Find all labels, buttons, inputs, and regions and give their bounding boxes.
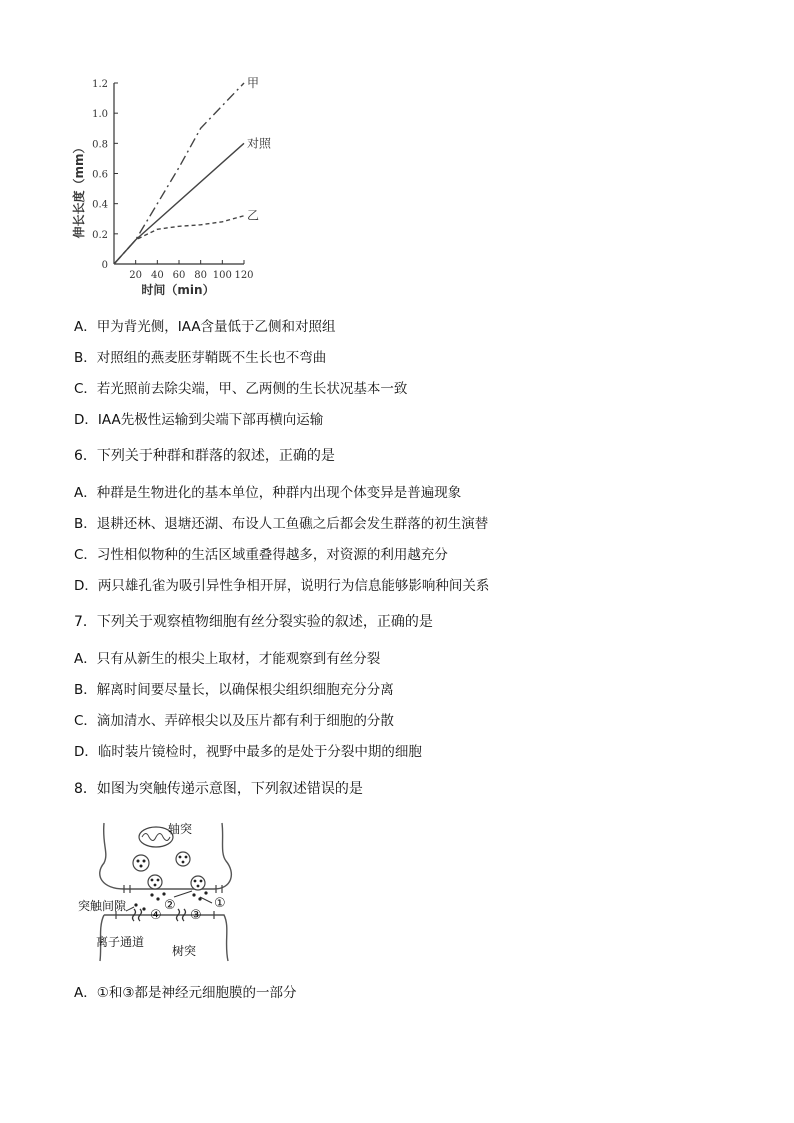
label-ion-channel: 离子通道: [96, 935, 145, 949]
label-3: ③: [190, 908, 202, 923]
x-axis-label: 时间（min）: [141, 283, 215, 297]
series-label-0: 甲: [247, 76, 260, 90]
y-tick-label: 1.0: [92, 109, 108, 121]
y-tick-label: 1.2: [92, 79, 108, 90]
label-synaptic-cleft: 突触间隙: [78, 899, 127, 913]
q5-option-d: D．IAA先极性运输到尖端下部再横向运输: [74, 412, 324, 428]
q8-stem: 8．如图为突触传递示意图，下列叙述错误的是: [74, 781, 363, 797]
y-tick-label: 0.4: [92, 199, 108, 211]
q6-option-d: D．两只雄孔雀为吸引异性争相开屏，说明行为信息能够影响种间关系: [74, 578, 490, 594]
series-line-1: [114, 143, 244, 264]
vesicle: [148, 875, 162, 889]
label-4: ④: [150, 908, 162, 923]
label-2: ②: [164, 898, 176, 913]
elongation-chart: [70, 70, 290, 305]
x-tick-label: 120: [234, 270, 254, 281]
label-1: ①: [214, 896, 226, 911]
y-tick-label: 0: [101, 260, 108, 271]
vesicle: [176, 852, 190, 866]
q8-option-a: A．①和③都是神经元细胞膜的一部分: [74, 985, 297, 1001]
label-dendrite: 树突: [172, 944, 197, 958]
x-tick-label: 20: [129, 270, 143, 281]
q6-stem: 6．下列关于种群和群落的叙述，正确的是: [74, 448, 335, 464]
series-line-0: [114, 83, 244, 264]
series-label-2: 乙: [247, 208, 260, 223]
vesicle: [133, 855, 149, 871]
x-tick-label: 80: [194, 270, 208, 281]
q7-stem: 7．下列关于观察植物细胞有丝分裂实验的叙述，正确的是: [74, 614, 433, 630]
q6-option-a: A．种群是生物进化的基本单位，种群内出现个体变异是普遍现象: [74, 485, 462, 501]
q5-option-b: B．对照组的燕麦胚芽鞘既不生长也不弯曲: [74, 350, 327, 366]
vesicle: [191, 876, 205, 890]
x-tick-label: 40: [150, 270, 164, 281]
series-line-2: [114, 216, 244, 264]
label-axon: 轴突: [168, 822, 193, 836]
x-tick-label: 100: [212, 270, 232, 281]
y-tick-label: 0.8: [92, 139, 108, 151]
q7-option-a: A．只有从新生的根尖上取材，才能观察到有丝分裂: [74, 651, 381, 667]
q5-option-c: C．若光照前去除尖端，甲、乙两侧的生长状况基本一致: [74, 381, 408, 397]
y-axis-label: 伸长长度（mm）: [72, 141, 86, 239]
x-tick-label: 60: [172, 270, 186, 281]
series-label-1: 对照: [247, 136, 272, 151]
y-tick-label: 0.2: [92, 229, 108, 241]
q6-option-c: C．习性相似物种的生活区域重叠得越多，对资源的利用越充分: [74, 547, 448, 563]
q7-option-c: C．滴加清水、弄碎根尖以及压片都有利于细胞的分散: [74, 713, 394, 729]
q7-option-b: B．解离时间要尽量长，以确保根尖组织细胞充分分离: [74, 682, 394, 698]
q7-option-d: D．临时装片镜检时，视野中最多的是处于分裂中期的细胞: [74, 744, 422, 760]
q6-option-b: B．退耕还林、退塘还湖、布设人工鱼礁之后都会发生群落的初生演替: [74, 516, 489, 532]
q5-option-a: A．甲为背光侧，IAA含量低于乙侧和对照组: [74, 319, 336, 335]
y-tick-label: 0.6: [92, 169, 108, 181]
